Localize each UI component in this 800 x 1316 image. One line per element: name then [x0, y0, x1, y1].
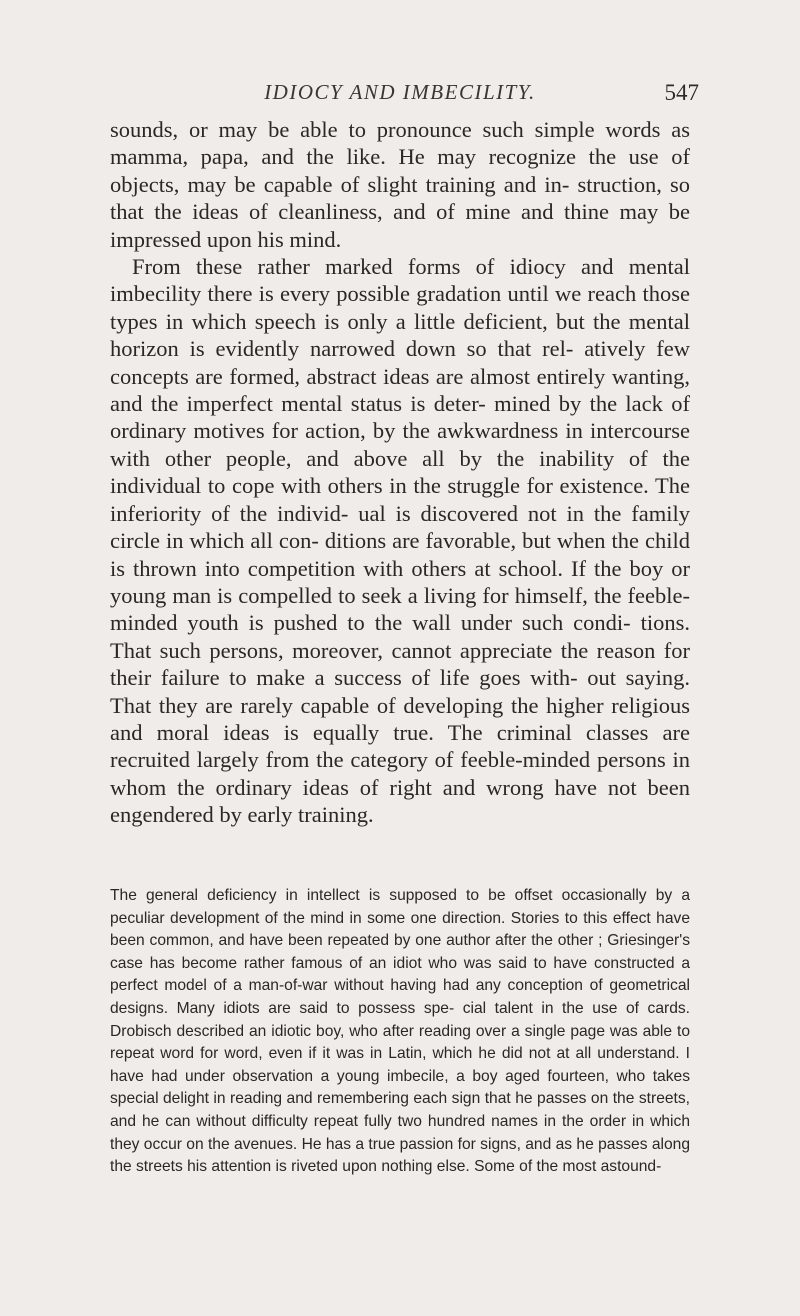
body-paragraph-continued: sounds, or may be able to pronounce such simple words as mamma, papa, and the like. He may recognize the use of objects, may be capable of slight training and in- struction, so that the ideas of cleanliness, and of mine and thine may be impressed upon his mind. [110, 117, 690, 252]
note-paragraph: The general deficiency in intellect is supposed to be offset occasionally by a peculiar development of the mind in some one direction. Stories to this effect have been common, and have been repeated by one author after the other ; Griesinger's case has become rather famous of an idiot who was said to have constructed a perfect model of a man-of-war without having had any conception of geometrical designs. Many idiots are said to possess spe- cial talent in the use of cards. Drobisch described an idiotic boy, who after reading over a single page was able to repeat word for word, even if it was in Latin, which he did not at all understand. I have had under observation a young imbecile, a boy aged fourteen, who takes special delight in reading and remembering each sign that he passes on the streets, and he can without difficulty repeat fully two hundred names in the order in which they occur on the avenues. He has a true passion for signs, and as he passes along the streets his attention is riveted upon nothing else. Some of the most astound- [110, 887, 690, 1176]
page-number: 547 [664, 80, 699, 105]
main-body-text [110, 116, 690, 829]
body-paragraph-gradation: From these rather marked forms of idiocy and mental imbecility there is every possible gradation until we reach those types in which speech is only a little deficient, but the mental horizon is evidently narrowed down so that rel- atively few concepts are formed, abstract ideas are almost entirely wanting, and the imperfect mental status is deter- mined by the lack of ordinary motives for action, by the awkwardness in intercourse with other people, and above all by the inability of the individual to cope with others in the struggle for existence. The inferiority of the individ- ual is discovered not in the family circle in which all con- ditions are favorable, but when the child is thrown into competition with others at school. If the boy or young man is compelled to seek a living for himself, the feeble- minded youth is pushed to the wall under such condi- tions. That such persons, moreover, cannot appreciate the reason for their failure to make a success of life goes with- out saying. That they are rarely capable of developing the higher religious and moral ideas is equally true. The criminal classes are recruited largely from the category of feeble-minded persons in whom the ordinary ideas of right and wrong have not been engendered by early training. [110, 254, 690, 828]
running-header [110, 80, 699, 110]
small-print-note [110, 885, 690, 1179]
running-head-title: IDIOCY AND IMBECILITY. [264, 80, 536, 104]
